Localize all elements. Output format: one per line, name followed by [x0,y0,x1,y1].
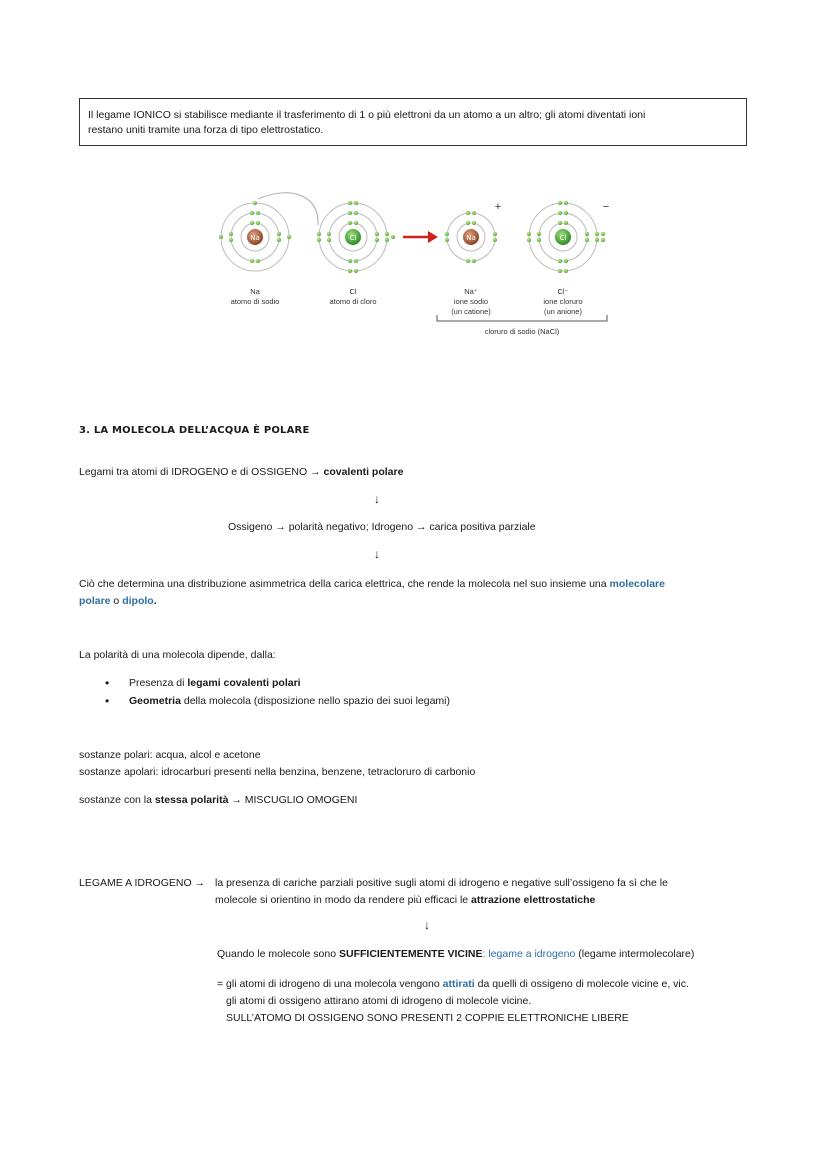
hydrogen-bond-desc-2 [215,894,595,906]
intro-box [79,98,747,146]
when-highlight: : legame a idrogeno [482,948,576,960]
bullet-rest: della molecola (disposizione nello spazio dei suoi legami) [180,695,450,707]
svg-text:Na: Na [466,234,476,242]
label-sodium-ion [426,287,516,317]
polarity-line: Ossigeno → polarità negativo; Idrogeno → carica positiva parziale [228,521,536,533]
result-paragraph [79,576,759,610]
sodium-atom [219,201,291,271]
eq-prefix: = gli atomi di idrogeno di una molecola vengono [217,978,443,990]
bullet-bold: Geometria [129,695,181,707]
hydrogen-bond-desc-1: la presenza di cariche parziali positive sugli atomi di idrogeno e negative sull’ossigeno fa sì che le [215,877,668,889]
list-item [79,674,450,692]
polar-substances: sostanze polari: acqua, alcol e acetone [79,749,261,761]
atom-name: atomo di cloro [329,297,377,306]
result-end: . [153,595,157,607]
bonds-bold: covalenti polare [323,466,404,478]
eq-line-3: SULL’ATOMO DI OSSIGENO SONO PRESENTI 2 COPPIE ELETTRONICHE LIBERE [226,1012,629,1024]
list-item [79,692,450,710]
when-prefix: Quando le molecole sono [217,948,339,960]
result-highlight-3: dipolo [122,595,154,607]
section-heading: 3. LA MOLECOLA DELL’ACQUA È POLARE [79,425,310,436]
apolar-substances: sostanze apolari: idrocarburi presenti nella benzina, benzene, tetracloruro di carbonio [79,766,476,778]
when-line [217,948,694,960]
chlorine-atom [317,201,395,273]
eq-rest: da quelli di ossigeno di molecole vicine e, vic. [474,978,689,990]
atom-symbol: Na [250,287,260,296]
bullet-bold: legami covalenti polari [187,677,301,689]
hydrogen-bond-label: LEGAME A IDROGENO → [79,877,206,889]
atom-symbol: Cl [349,287,357,296]
result-highlight-2: polare [79,595,111,607]
desc2-bold: attrazione elettrostatiche [471,894,596,906]
same-rest: → MISCUGLIO OMOGENI [228,794,358,806]
when-bold: SUFFICIENTEMENTE VICINE [339,948,483,960]
nacl-bracket [436,314,608,324]
same-polarity-line [79,794,357,806]
atom-name: ione cloruro [543,297,583,306]
arrow-down-1: ↓ [374,492,380,506]
atom-type: (un anione) [544,307,582,316]
plus-sign: + [494,201,502,213]
intro-line-1: Il legame IONICO si stabilisce mediante il trasferimento di 1 o più elettroni da un atomo a un altro; gli atomi diventati ioni [88,109,646,121]
svg-text:Cl: Cl [559,234,567,242]
nacl-label: cloruro di sodio (NaCl) [484,327,560,336]
eq-line-2: gli atomi di ossigeno attirano atomi di idrogeno di molecole vicine. [226,995,532,1007]
atom-symbol: Cl⁻ [557,287,569,296]
bullet-prefix: Presenza di [129,677,188,689]
desc2-prefix: molecole si orientino in modo da rendere più efficaci le [215,894,472,906]
depends-list [79,674,450,710]
bonds-prefix: Legami tra atomi di IDROGENO e di OSSIGENO → [79,466,324,478]
equality-block [217,976,689,1027]
sodium-ion [445,201,501,263]
chloride-ion [527,201,609,273]
label-sodium-atom [210,287,300,307]
minus-sign: − [602,201,610,213]
atom-name: atomo di sodio [230,297,280,306]
label-chloride-ion [518,287,608,317]
atom-name: ione sodio [453,297,489,306]
eq-highlight: attirati [442,978,475,990]
svg-text:Cl: Cl [349,234,357,242]
same-prefix: sostanze con la [79,794,155,806]
atom-type: (un catione) [451,307,491,316]
result-mid: o [110,595,123,607]
ionic-bond-diagram [200,185,630,290]
intro-line-2: restano uniti tramite una forza di tipo elettrostatico. [88,124,324,136]
depends-intro: La polarità di una molecola dipende, dalla: [79,649,276,661]
atom-symbol: Na⁺ [464,287,478,296]
transfer-arrow-icon [403,231,438,243]
bonds-line [79,466,403,478]
svg-text:Na: Na [250,234,260,242]
result-highlight-1: molecolare [609,578,665,590]
when-rest: (legame intermolecolare) [575,948,695,960]
result-prefix: Ciò che determina una distribuzione asimmetrica della carica elettrica, che rende la molecola nel suo insieme una [79,578,610,590]
arrow-down-3: ↓ [424,918,430,932]
same-bold: stessa polarità [154,794,229,806]
label-chlorine-atom [308,287,398,307]
arrow-down-2: ↓ [374,547,380,561]
